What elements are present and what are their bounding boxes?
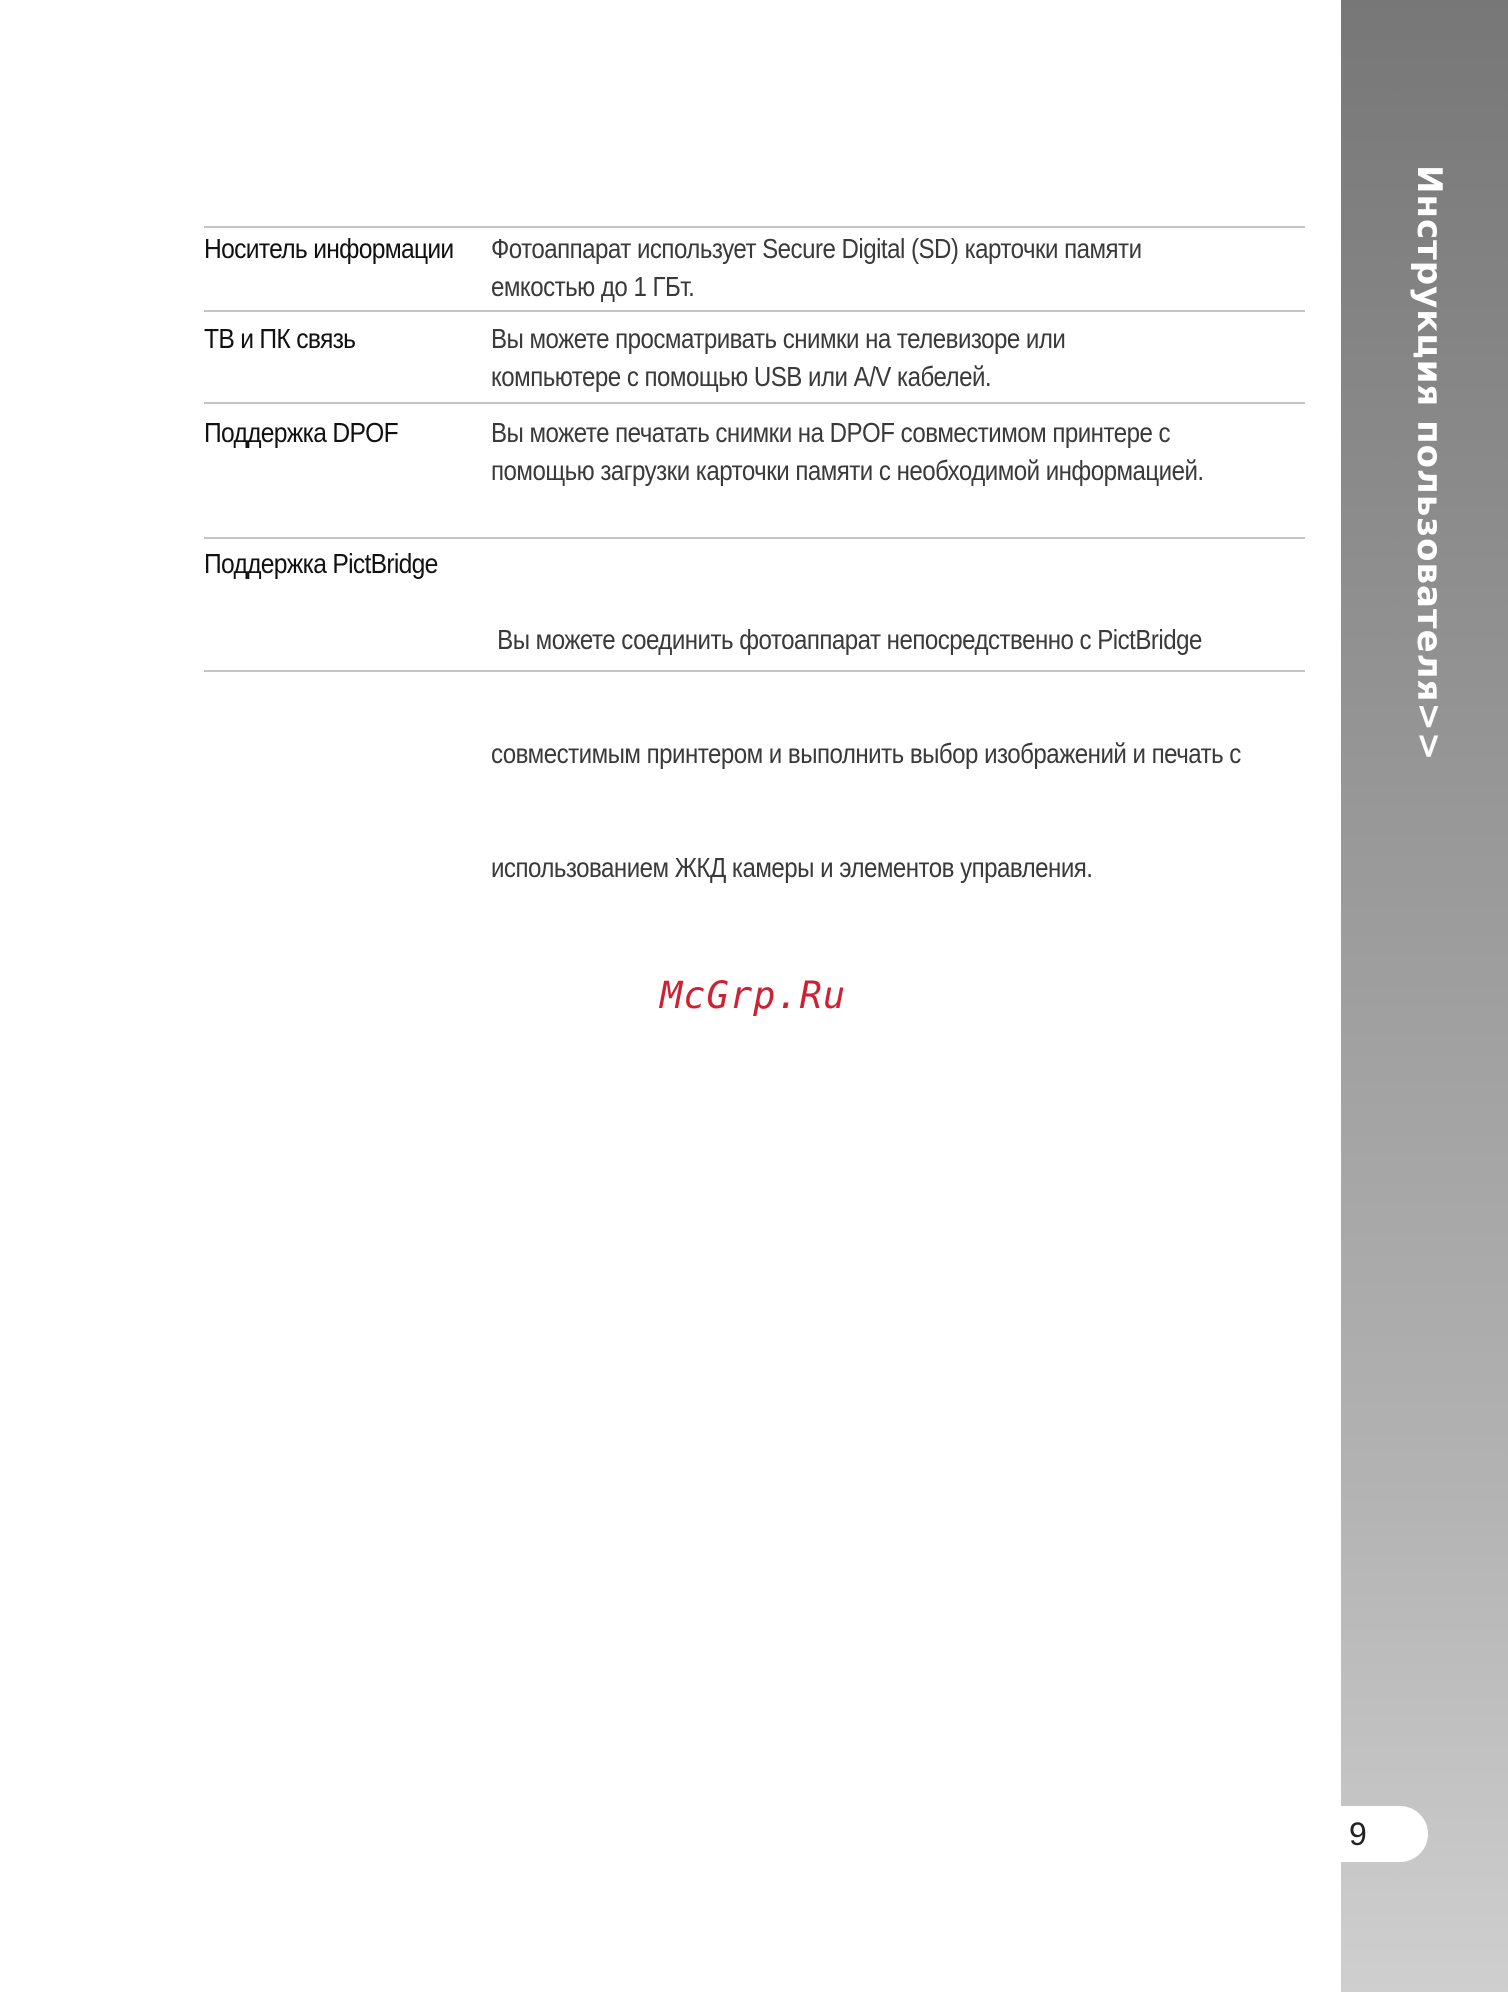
spec-description-line: Вы можете печатать снимки на DPOF совместимом принтере с — [491, 417, 1171, 448]
spec-description-line: компьютере с помощью USB или A/V кабелей. — [491, 361, 992, 392]
spec-label: ТВ и ПК связь — [204, 323, 356, 354]
spec-description-line: использованием ЖКД камеры и элементов управления. — [491, 852, 1093, 883]
spec-description — [491, 320, 1065, 396]
spec-description-line: емкостью до 1 ГБт. — [491, 271, 695, 302]
spec-row-storage — [204, 228, 1305, 310]
spec-description-line: Вы можете просматривать снимки на телевизоре или — [491, 323, 1066, 354]
watermark: McGrp.Ru — [660, 974, 847, 1017]
spec-label: Носитель информации — [204, 233, 454, 264]
spec-label: Поддержка PictBridge — [204, 548, 438, 579]
page-number: 9 — [1349, 1816, 1367, 1852]
spec-row-pictbridge — [204, 539, 1305, 883]
spec-description-line: Фотоаппарат использует Secure Digital (SD) карточки памяти — [491, 233, 1142, 264]
spec-description-line: помощью загрузки карточки памяти с необходимой информацией. — [491, 455, 1204, 486]
spec-row-tv-pc — [204, 312, 1305, 402]
spec-description — [491, 545, 1241, 963]
spec-table — [204, 226, 1305, 883]
spec-row-dpof — [204, 404, 1305, 537]
spec-description-line: совместимым принтером и выполнить выбор изображений и печать с — [491, 738, 1241, 769]
spec-description — [491, 230, 1142, 306]
sidebar-title: Инструкция пользователя>> — [1409, 165, 1449, 762]
page-number-tab — [1318, 1806, 1428, 1862]
spec-label: Поддержка DPOF — [204, 417, 398, 448]
spec-description — [491, 414, 1204, 490]
spec-description-line: Вы можете соединить фотоаппарат непосредственно с PictBridge — [491, 624, 1202, 655]
